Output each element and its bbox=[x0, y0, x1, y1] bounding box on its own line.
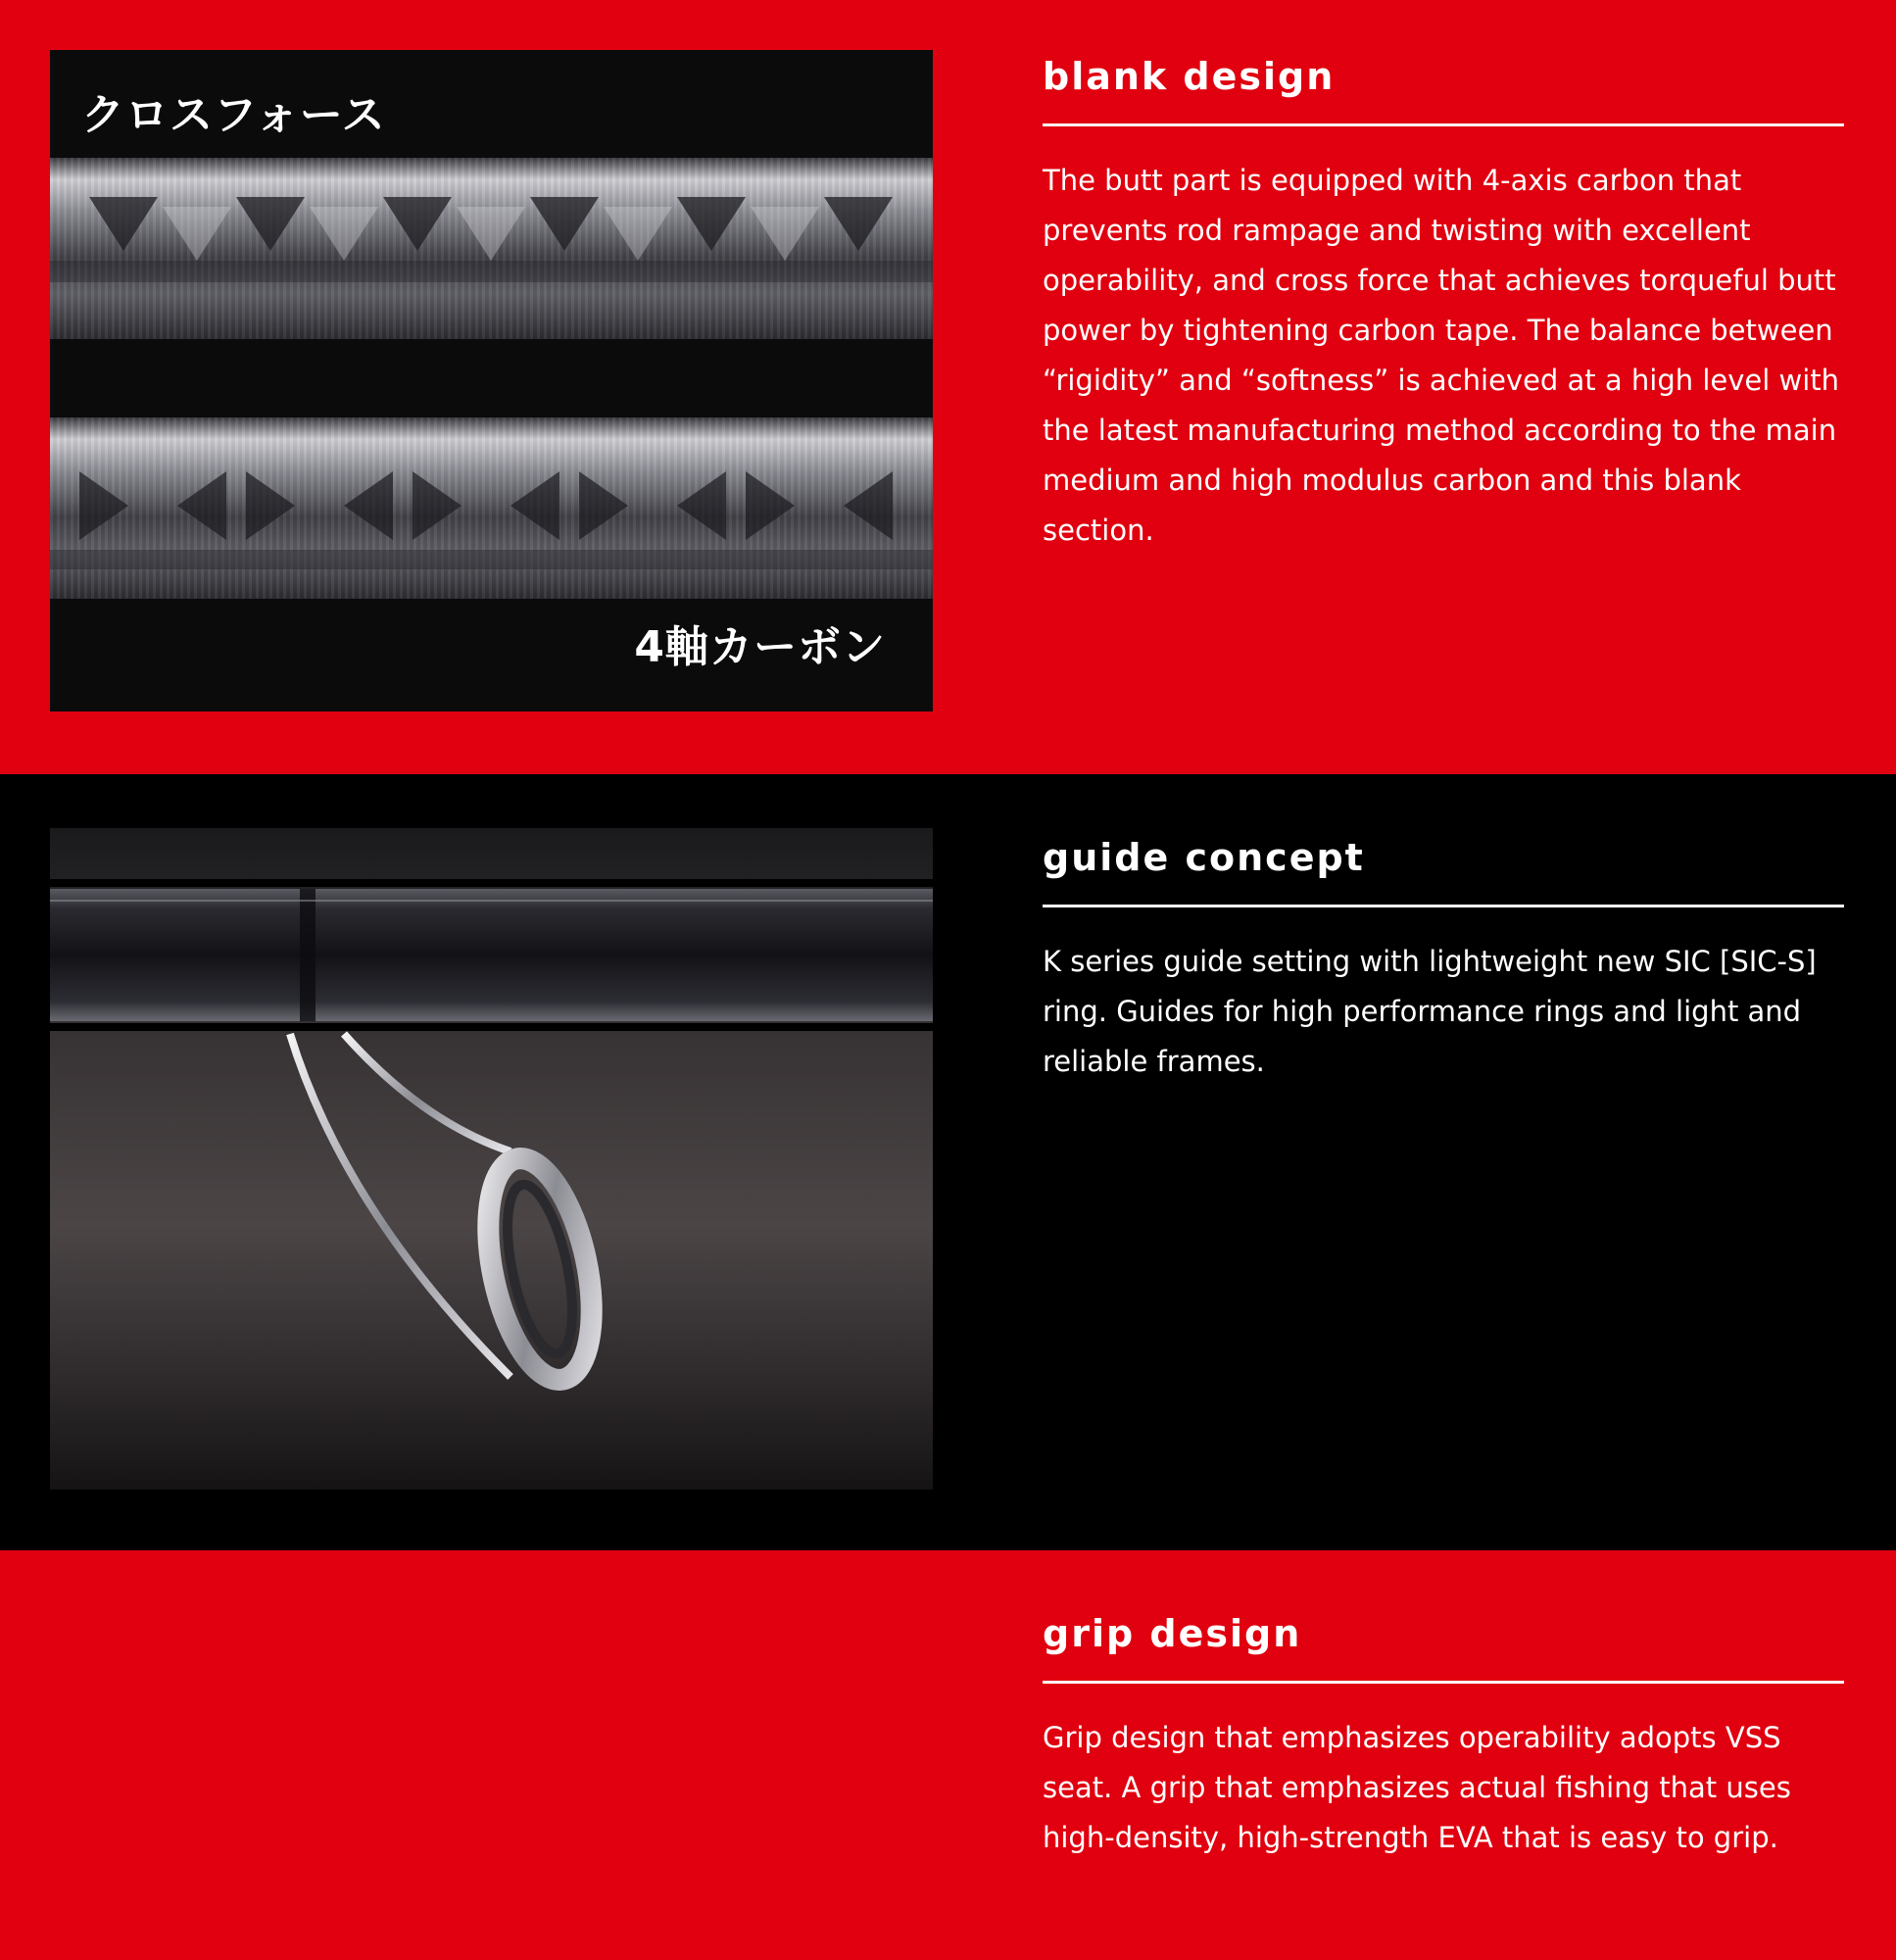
grip-design-text bbox=[1043, 1604, 1844, 1863]
blank-carbon-photo bbox=[50, 50, 933, 711]
guide-concept-section bbox=[0, 774, 1896, 1550]
guide-concept-heading: guide concept bbox=[1043, 828, 1844, 907]
blank-design-section bbox=[0, 0, 1896, 774]
guide-photo bbox=[50, 828, 933, 1490]
grip-design-section bbox=[0, 1550, 1896, 1960]
guide-ring-image bbox=[50, 828, 933, 1490]
blank-design-text bbox=[1043, 47, 1844, 556]
guide-concept-body: K series guide setting with lightweight new SIC [SIC-S] ring. Guides for high performance rings and light and reliable frames. bbox=[1043, 945, 1817, 1078]
four-axis-carbon-label: 4軸カーボン bbox=[634, 622, 886, 672]
four-axis-carbon-rod-image bbox=[50, 417, 933, 599]
blank-design-heading: blank design bbox=[1043, 47, 1844, 126]
grip-design-heading: grip design bbox=[1043, 1604, 1844, 1684]
guide-concept-text bbox=[1043, 828, 1844, 1087]
cross-force-rod-image bbox=[50, 158, 933, 339]
grip-design-body: Grip design that emphasizes operability adopts VSS seat. A grip that emphasizes actual fishing that uses high-density, high-strength EVA that is easy to grip. bbox=[1043, 1721, 1791, 1854]
cross-force-label: クロスフォース bbox=[81, 90, 386, 140]
blank-design-body: The butt part is equipped with 4-axis carbon that prevents rod rampage and twisting with excellent operability, and cross force that achieves torqueful butt power by tightening carbon tape. The balance between “rigidity” and “softness” is achieved at a high level with the latest manufacturing method according to the main medium and high modulus carbon and this blank section. bbox=[1043, 164, 1840, 547]
